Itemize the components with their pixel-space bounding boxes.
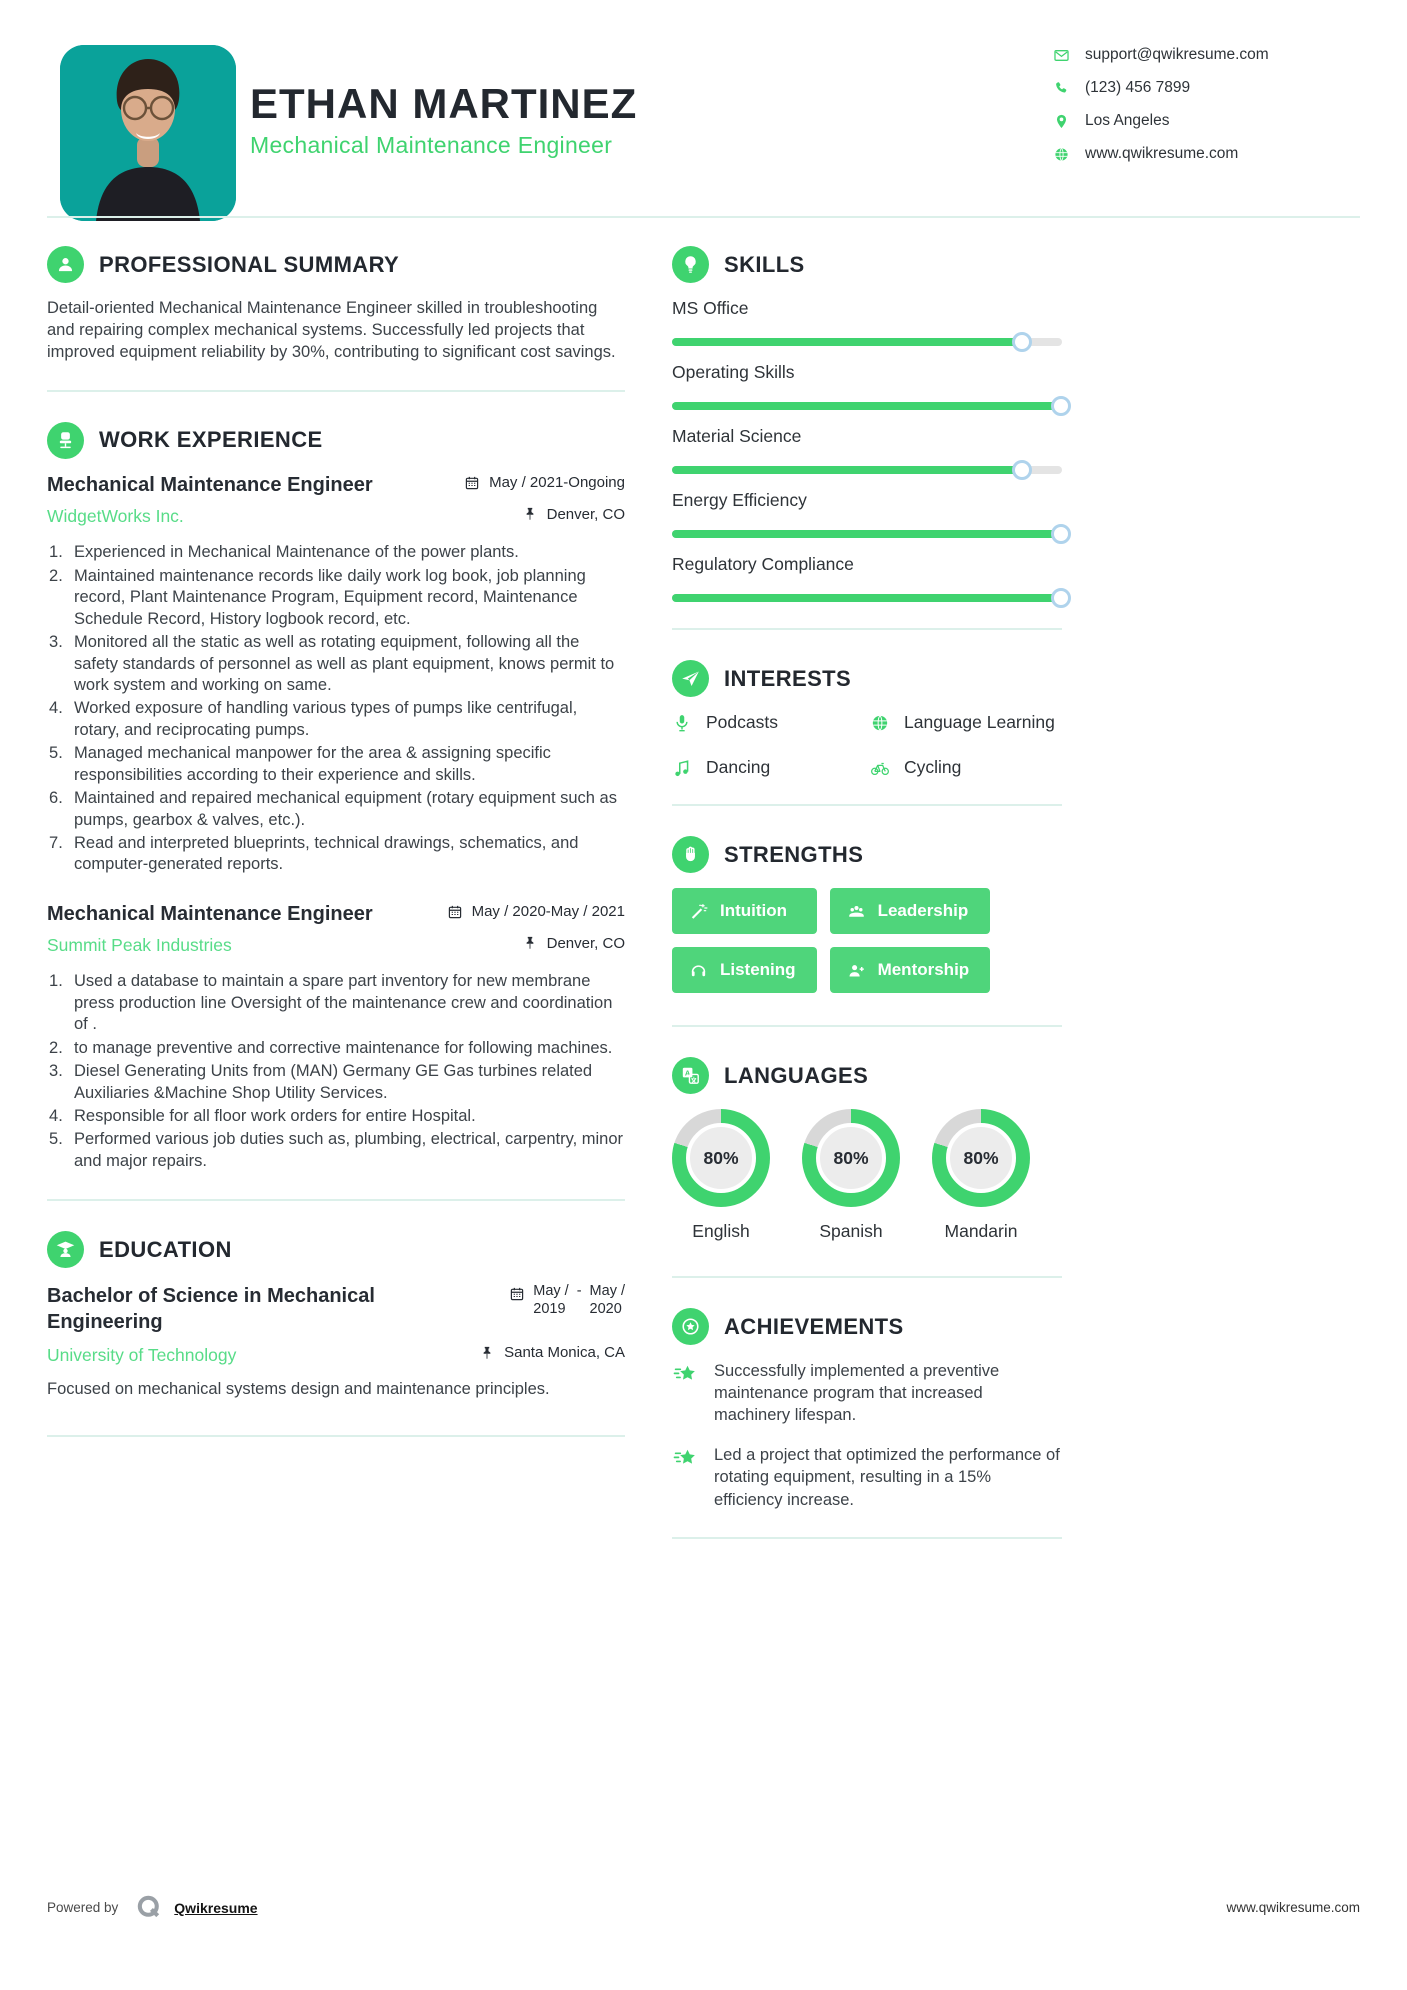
bullet-item: Read and interpreted blueprints, technical drawings, schematics, and computer-generated reports. <box>74 834 579 874</box>
section-strengths <box>672 836 1062 993</box>
music-note-icon <box>672 758 692 778</box>
skill-slider-knob <box>1051 524 1071 544</box>
user-plus-icon <box>847 961 866 980</box>
interests-section-header <box>672 660 1062 697</box>
job-title: Mechanical Maintenance Engineer <box>47 473 373 496</box>
pushpin-icon <box>479 1345 495 1361</box>
interest-item: Dancing <box>672 757 870 778</box>
summary-text: Detail-oriented Mechanical Maintenance Engineer skilled in troubleshooting and repairing complex mechanical systems. Successfully led projects that improved equipment reliability by 30%, contributing to significant cost savings. <box>47 299 616 361</box>
section-languages <box>672 1057 1062 1242</box>
bullet-item: Responsible for all floor work orders for entire Hospital. <box>74 1107 476 1125</box>
strength-badge: Intuition <box>672 888 817 934</box>
job-dates: May / 2020-May / 2021 <box>447 903 625 920</box>
education-dates: May / 2019 - May / 2020 <box>509 1283 625 1318</box>
globe-icon <box>870 713 890 733</box>
calendar-icon <box>509 1286 525 1302</box>
contact-block <box>1053 46 1269 163</box>
work-heading: WORK EXPERIENCE <box>99 427 323 453</box>
interest-item: Cycling <box>870 757 1062 778</box>
job-location: Denver, CO <box>522 935 625 952</box>
languages-heading: LANGUAGES <box>724 1062 869 1088</box>
globe-icon <box>1053 146 1070 163</box>
education-description: Focused on mechanical systems design and maintenance principles. <box>47 1379 550 1398</box>
bicycle-icon <box>870 758 890 778</box>
contact-phone-text: (123) 456 7899 <box>1085 79 1191 96</box>
skills-heading: SKILLS <box>724 251 805 277</box>
profile-photo-illustration <box>60 45 236 221</box>
language-item: 80% Mandarin <box>932 1109 1030 1242</box>
footer-website-text: www.qwikresume.com <box>1226 1900 1360 1915</box>
education-heading: EDUCATION <box>99 1236 232 1262</box>
job-company: WidgetWorks Inc. <box>47 506 184 527</box>
strengths-section-header <box>672 836 1062 873</box>
job-bullet-list <box>47 542 625 876</box>
interest-item: Podcasts <box>672 712 870 733</box>
job-title: Mechanical Maintenance Engineer <box>47 902 373 925</box>
bullet-item: Worked exposure of handling various types of pumps like centrifugal, rotary, and reciprocating pumps. <box>74 699 578 739</box>
location-icon <box>1053 113 1070 130</box>
profile-photo <box>60 45 236 221</box>
work-section-header <box>47 422 625 459</box>
skills-section-header <box>672 246 1062 283</box>
divider <box>672 1025 1062 1027</box>
divider <box>47 1435 625 1437</box>
section-work-experience <box>47 422 625 1173</box>
pushpin-icon <box>522 935 538 951</box>
skill-bar <box>672 402 1062 410</box>
language-gauge: 80% <box>802 1109 900 1207</box>
skill-bar <box>672 338 1062 346</box>
job-entry <box>47 474 625 876</box>
shooting-star-icon <box>672 1361 699 1388</box>
divider <box>47 1199 625 1201</box>
headphones-icon <box>689 961 708 980</box>
shooting-star-icon <box>672 1445 699 1472</box>
contact-location-row <box>1053 112 1269 130</box>
skill-row: Material Science <box>672 426 1062 474</box>
school-name: University of Technology <box>47 1344 237 1365</box>
interests-grid <box>672 712 1062 778</box>
achievement-item: Led a project that optimized the performance of rotating equipment, resulting in a 15% efficiency increase. <box>672 1444 1062 1510</box>
left-column <box>47 246 625 1467</box>
interests-heading: INTERESTS <box>724 665 852 691</box>
calendar-icon <box>464 475 480 491</box>
section-professional-summary <box>47 246 625 364</box>
strength-badge: Mentorship <box>830 947 991 993</box>
divider <box>672 628 1062 630</box>
section-interests <box>672 660 1062 778</box>
bullet-item: Diesel Generating Units from (MAN) Germany GE Gas turbines related Auxiliaries &Machine Shop Utility Services. <box>74 1062 593 1102</box>
header-divider <box>47 216 1360 218</box>
job-location: Denver, CO <box>522 506 625 523</box>
skill-row: MS Office <box>672 298 1062 346</box>
strengths-grid <box>672 888 1062 993</box>
contact-website-row <box>1053 145 1269 163</box>
section-skills <box>672 246 1062 602</box>
strengths-heading: STRENGTHS <box>724 841 864 867</box>
candidate-name: ETHAN MARTINEZ <box>250 80 638 127</box>
bullet-item: Monitored all the static as well as rotating equipment, following all the safety standards of personnel as well as plant equipment, knows permit to work system and working on same. <box>74 633 615 694</box>
skill-row: Regulatory Compliance <box>672 554 1062 602</box>
achievement-item: Successfully implemented a preventive maintenance program that increased machinery lifespan. <box>672 1360 1062 1426</box>
contact-email-row <box>1053 46 1269 64</box>
skill-slider-knob <box>1051 396 1071 416</box>
svg-text:A: A <box>684 1068 691 1078</box>
paper-plane-icon <box>672 660 709 697</box>
skill-slider-knob <box>1012 460 1032 480</box>
phone-icon <box>1053 80 1070 97</box>
candidate-title: Mechanical Maintenance Engineer <box>250 132 613 158</box>
fist-icon <box>672 836 709 873</box>
bullet-item: Maintained and repaired mechanical equipment (rotary equipment such as pumps, gearbox & valves, etc.). <box>74 789 617 829</box>
strength-badge: Listening <box>672 947 817 993</box>
contact-website-text: www.qwikresume.com <box>1085 145 1239 162</box>
graduate-icon <box>47 1231 84 1268</box>
skill-row: Operating Skills <box>672 362 1062 410</box>
language-gauge: 80% <box>932 1109 1030 1207</box>
pushpin-icon <box>522 506 538 522</box>
achievements-heading: ACHIEVEMENTS <box>724 1313 904 1339</box>
skill-bar <box>672 594 1062 602</box>
bullet-item: Used a database to maintain a spare part inventory for new membrane press production line Oversight of the maintenance crew and coordination of . <box>74 972 613 1034</box>
microphone-icon <box>672 713 692 733</box>
job-dates: May / 2021-Ongoing <box>464 474 625 491</box>
bullet-item: Managed mechanical manpower for the area & assigning specific responsibilities according to their experience and skills. <box>74 744 551 784</box>
powered-by-text: Powered by <box>47 1900 119 1915</box>
education-section-header <box>47 1231 625 1268</box>
lightbulb-icon <box>672 246 709 283</box>
skill-bar <box>672 530 1062 538</box>
qwikresume-link[interactable]: Qwikresume <box>174 1899 258 1916</box>
skill-slider-knob <box>1051 588 1071 608</box>
bullet-item: to manage preventive and corrective maintenance for following machines. <box>74 1038 613 1057</box>
contact-location-text: Los Angeles <box>1085 112 1170 129</box>
divider <box>672 1537 1062 1539</box>
bullet-item: Performed various job duties such as, plumbing, electrical, carpentry, minor and major repairs. <box>74 1130 624 1170</box>
calendar-icon <box>447 904 463 920</box>
magic-wand-icon <box>689 902 708 921</box>
section-achievements <box>672 1308 1062 1511</box>
right-column <box>672 246 1062 1569</box>
contact-email-text: support@qwikresume.com <box>1085 46 1269 63</box>
summary-heading: PROFESSIONAL SUMMARY <box>99 251 400 277</box>
divider <box>672 1276 1062 1278</box>
skill-slider-knob <box>1012 332 1032 352</box>
divider <box>672 804 1062 806</box>
job-bullet-list <box>47 971 625 1172</box>
translate-icon <box>672 1057 709 1094</box>
office-chair-icon <box>47 422 84 459</box>
degree-title: Bachelor of Science in Mechanical Engineering <box>47 1285 375 1334</box>
strength-badge: Leadership <box>830 888 991 934</box>
languages-row <box>672 1109 1062 1242</box>
language-item: 80% English <box>672 1109 770 1242</box>
job-entry <box>47 903 625 1172</box>
bullet-item: Maintained maintenance records like daily work log book, job planning record, Plant Maintenance Program, Equipment record, Maintenance Schedule Record, History logbook record, etc. <box>74 566 586 628</box>
section-education <box>47 1231 625 1400</box>
qwikresume-logo <box>135 1893 164 1922</box>
user-icon <box>47 246 84 283</box>
education-location: Santa Monica, CA <box>479 1344 625 1361</box>
email-icon <box>1053 47 1070 64</box>
skill-row: Energy Efficiency <box>672 490 1062 538</box>
job-company: Summit Peak Industries <box>47 935 232 956</box>
interest-item: Language Learning <box>870 712 1062 733</box>
summary-section-header <box>47 246 625 283</box>
bullet-item: Experienced in Mechanical Maintenance of the power plants. <box>74 543 519 562</box>
footer <box>47 1893 1360 1922</box>
language-item: 80% Spanish <box>802 1109 900 1242</box>
contact-phone-row <box>1053 79 1269 97</box>
skill-bar <box>672 466 1062 474</box>
languages-section-header <box>672 1057 1062 1094</box>
medal-icon <box>672 1308 709 1345</box>
date-separator: - <box>576 1283 582 1300</box>
divider <box>47 390 625 392</box>
language-gauge: 80% <box>672 1109 770 1207</box>
team-icon <box>847 902 866 921</box>
achievements-section-header <box>672 1308 1062 1345</box>
